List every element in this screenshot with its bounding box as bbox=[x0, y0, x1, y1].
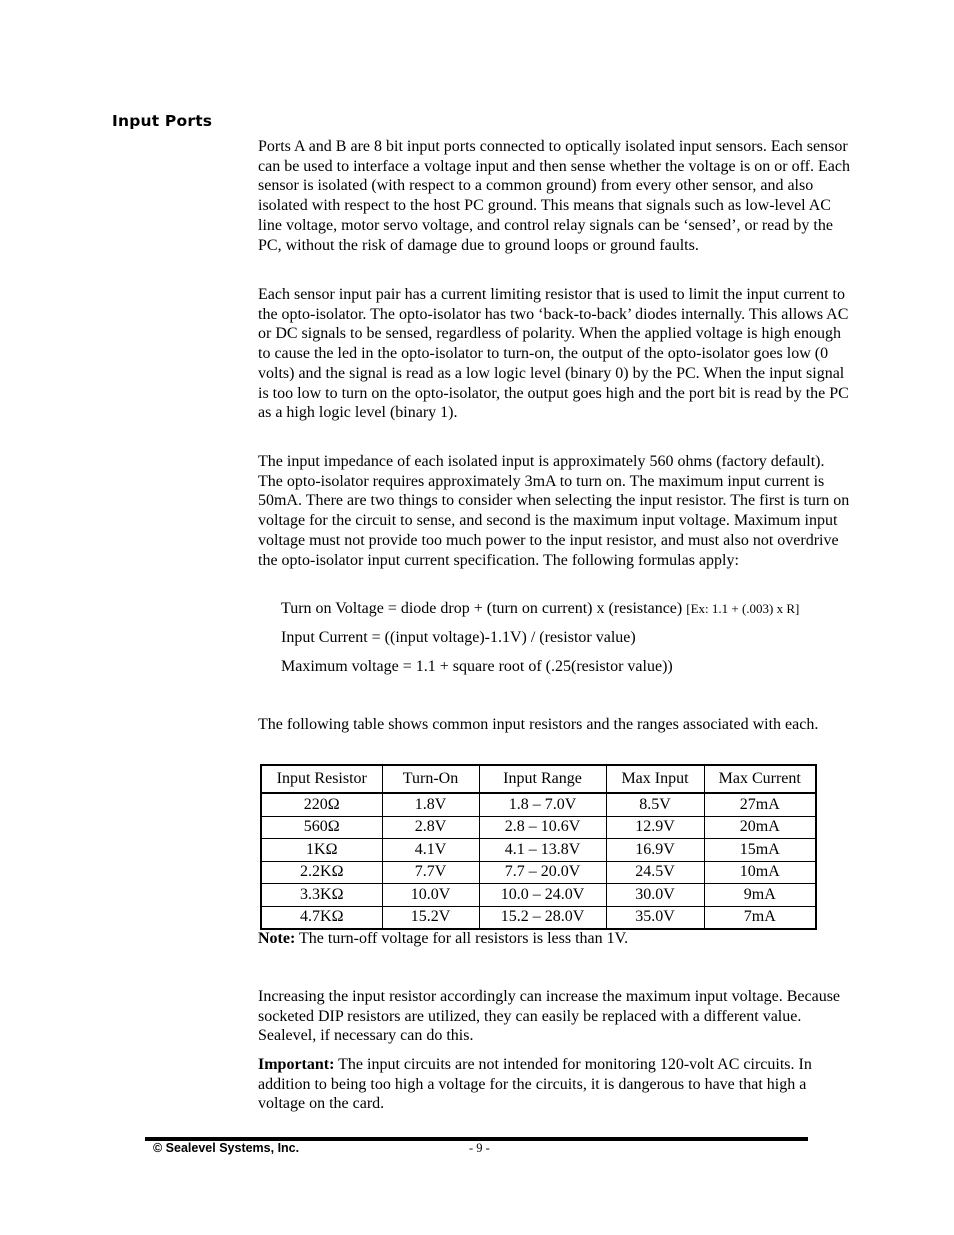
table-cell: 27mA bbox=[704, 793, 816, 816]
table-cell: 3.3KΩ bbox=[261, 884, 382, 907]
table-row bbox=[261, 816, 816, 839]
formula-turn-on-example: [Ex: 1.1 + (.003) x R] bbox=[686, 601, 800, 616]
table-cell: 30.0V bbox=[606, 884, 704, 907]
table-cell: 20mA bbox=[704, 816, 816, 839]
table-header-row bbox=[261, 765, 816, 793]
table-row bbox=[261, 839, 816, 862]
table-cell: 4.7KΩ bbox=[261, 906, 382, 929]
table-cell: 560Ω bbox=[261, 816, 382, 839]
table-cell: 2.8 – 10.6V bbox=[479, 816, 606, 839]
paragraph-table-intro: The following table shows common input resistors and the ranges associated with each. bbox=[258, 716, 819, 733]
footer-page-number: - 9 - bbox=[469, 1141, 490, 1155]
table-row bbox=[261, 906, 816, 929]
paragraph-sensor-pair: Each sensor input pair has a current limiting resistor that is used to limit the input current to the opto-isolator. The opto-isolator has two ‘back-to-back’ diodes internally. This allows AC or DC signals to be sensed, regardless of polarity. When the applied voltage is high enough to cause the led in the opto-isolator to turn-on, the output of the opto-isolator goes low (0 volts) and the signal is read as a low logic level (binary 0) by the PC. When the input signal is too low to turn on the opto-isolator, the output goes high and the port bit is read by the PC as a high logic level (binary 1). bbox=[258, 286, 849, 422]
table-cell: 1.8 – 7.0V bbox=[479, 793, 606, 816]
table-header-input-resistor: Input Resistor bbox=[261, 765, 382, 793]
formula-input-current: Input Current = ((input voltage)-1.1V) / (resistor value) bbox=[281, 629, 636, 646]
paragraph-intro: Ports A and B are 8 bit input ports connected to optically isolated input sensors. Each sensor can be used to interface a voltage input and then sense whether the voltage is on or off. Each sensor is isolated (with respect to a common ground) from every other sensor, and also isolated with respect to the host PC ground. This means that signals such as low-level AC line voltage, motor servo voltage, and control relay signals can be ‘sensed’, or read by the PC, without the risk of damage due to ground loops or ground faults. bbox=[258, 138, 850, 254]
paragraph-increasing-resistor: Increasing the input resistor accordingly can increase the maximum input voltage. Because socketed DIP resistors are utilized, they can easily be replaced with a different value. Sealevel, if necessary can do this. bbox=[258, 988, 841, 1045]
table-row bbox=[261, 884, 816, 907]
table-note bbox=[258, 929, 850, 949]
formula-turn-on-voltage bbox=[281, 599, 799, 619]
table-row bbox=[261, 793, 816, 816]
table-header-max-current: Max Current bbox=[704, 765, 816, 793]
paragraph-impedance: The input impedance of each isolated input is approximately 560 ohms (factory default). The opto-isolator requires approximately 3mA to turn on. The maximum input current is 50mA. There are two things to consider when selecting the input resistor. The first is turn on voltage for the circuit to sense, and second is the maximum input voltage. Maximum input voltage must not provide too much power to the input resistor, and must also not overdrive the opto-isolator input current specification. The following formulas apply: bbox=[258, 453, 850, 569]
note-label: Note: bbox=[258, 930, 296, 947]
formula-maximum-voltage: Maximum voltage = 1.1 + square root of (.25(resistor value)) bbox=[281, 658, 673, 675]
formula-turn-on-text: Turn on Voltage = diode drop + (turn on current) x (resistance) bbox=[281, 600, 683, 617]
table-cell: 15.2V bbox=[382, 906, 479, 929]
table-cell: 2.2KΩ bbox=[261, 861, 382, 884]
table-header-max-input: Max Input bbox=[606, 765, 704, 793]
table-cell: 4.1V bbox=[382, 839, 479, 862]
footer-copyright: © Sealevel Systems, Inc. bbox=[153, 1141, 300, 1155]
table-cell: 10mA bbox=[704, 861, 816, 884]
table-cell: 2.8V bbox=[382, 816, 479, 839]
table-header-turn-on: Turn-On bbox=[382, 765, 479, 793]
table-cell: 9mA bbox=[704, 884, 816, 907]
important-text: The input circuits are not intended for monitoring 120-volt AC circuits. In addition to being too high a voltage for the circuits, it is dangerous to have that high a voltage on the card. bbox=[258, 1056, 812, 1113]
table-cell: 7.7 – 20.0V bbox=[479, 861, 606, 884]
note-text: The turn-off voltage for all resistors is less than 1V. bbox=[295, 930, 629, 947]
table-cell: 15mA bbox=[704, 839, 816, 862]
table-header-input-range: Input Range bbox=[479, 765, 606, 793]
table-cell: 8.5V bbox=[606, 793, 704, 816]
resistor-table bbox=[260, 764, 817, 930]
table-cell: 12.9V bbox=[606, 816, 704, 839]
table-row bbox=[261, 861, 816, 884]
table-cell: 16.9V bbox=[606, 839, 704, 862]
table-cell: 10.0V bbox=[382, 884, 479, 907]
table-cell: 1KΩ bbox=[261, 839, 382, 862]
important-warning bbox=[258, 1055, 850, 1114]
table-cell: 4.1 – 13.8V bbox=[479, 839, 606, 862]
table-cell: 7.7V bbox=[382, 861, 479, 884]
table-cell: 15.2 – 28.0V bbox=[479, 906, 606, 929]
table-cell: 7mA bbox=[704, 906, 816, 929]
table-cell: 10.0 – 24.0V bbox=[479, 884, 606, 907]
table-cell: 220Ω bbox=[261, 793, 382, 816]
table-cell: 1.8V bbox=[382, 793, 479, 816]
section-heading: Input Ports bbox=[112, 112, 213, 130]
important-label: Important: bbox=[258, 1056, 335, 1073]
table-cell: 35.0V bbox=[606, 906, 704, 929]
table-cell: 24.5V bbox=[606, 861, 704, 884]
